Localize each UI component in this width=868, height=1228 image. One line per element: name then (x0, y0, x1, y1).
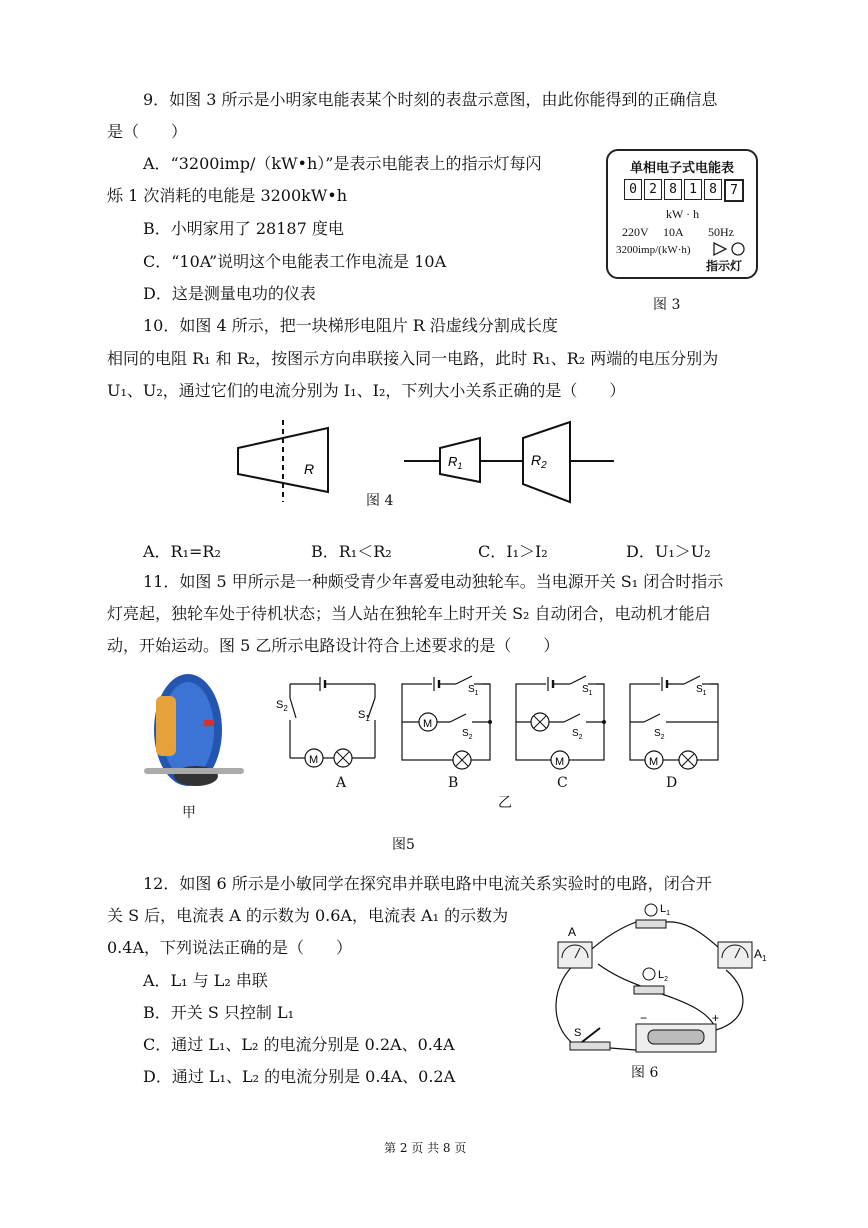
q9-option-d: D．这是测量电功的仪表 (143, 284, 316, 303)
q12-stem-line2: 关 S 后，电流表 A 的示数为 0.6A，电流表 A₁ 的示数为 (107, 906, 509, 925)
indicator-light-icon (712, 241, 752, 257)
energy-meter-figure (606, 149, 758, 279)
svg-text:S2: $S_2$ (572, 728, 583, 741)
figure-6-circuit (540, 900, 780, 1062)
svg-text:L2: $L_2$ (658, 969, 669, 983)
page-footer: 第 2 页 共 8 页 (384, 1141, 467, 1155)
figure-5-caption: 图5 (392, 837, 415, 853)
figure-4-diagram (230, 418, 620, 504)
ammeter-a1-icon (718, 942, 752, 968)
circuit-label-a: A (336, 775, 347, 791)
meter-indicator-label: 指示灯 (706, 259, 743, 273)
figure-3-caption: 图 3 (653, 297, 681, 313)
svg-text:S: S (574, 1027, 582, 1039)
q12-option-d: D．通过 L₁、L₂ 的电流分别是 0.4A、0.2A (143, 1067, 456, 1086)
q12-stem-line3: 0.4A，下列说法正确的是（ ） (107, 938, 353, 957)
q10-option-b: B．R₁＜R₂ (311, 542, 392, 561)
svg-text:M: M (649, 756, 659, 768)
q9-option-c: C．“10A”说明这个电能表工作电流是 10A (143, 252, 447, 271)
meter-frequency: 50Hz (708, 225, 734, 239)
meter-digit: 1 (684, 179, 702, 200)
svg-text:+: + (712, 1011, 720, 1025)
figure-4-caption: 图 4 (366, 493, 394, 509)
svg-text:S2: $S_2$ (654, 728, 665, 741)
circuit-label-b: B (448, 775, 459, 791)
q12-stem-line1: 12．如图 6 所示是小敏同学在探究串并联电路中电流关系实验时的电路，闭合开 (143, 874, 712, 893)
meter-digit: 8 (704, 179, 722, 200)
svg-text:−: − (640, 1011, 648, 1025)
q12-option-c: C．通过 L₁、L₂ 的电流分别是 0.2A、0.4A (143, 1035, 455, 1054)
q9-stem-line1: 9．如图 3 所示是小明家电能表某个时刻的表盘示意图，由此你能得到的正确信息 (143, 90, 718, 109)
meter-digits (624, 179, 746, 202)
q9-option-a-line2: 烁 1 次消耗的电能是 3200kW•h (107, 186, 348, 205)
svg-text:S2: $S_2$ (462, 728, 473, 741)
meter-unit: kW · h (666, 207, 700, 221)
figure-5-circuits (270, 670, 730, 790)
q12-option-a: A．L₁ 与 L₂ 串联 (143, 971, 268, 990)
q10-option-a: A．R₁=R₂ (143, 542, 221, 561)
circuit-d (630, 676, 718, 769)
svg-text:A: A (568, 925, 577, 939)
meter-digit: 8 (664, 179, 682, 200)
meter-digit: 7 (724, 179, 744, 202)
q10-option-c: C．I₁＞I₂ (478, 542, 548, 561)
meter-title: 单相电子式电能表 (629, 161, 734, 176)
svg-text:S2: $S_2$ (276, 699, 288, 713)
meter-voltage: 220V (622, 225, 649, 239)
label-yi: 乙 (498, 795, 512, 811)
ammeter-a-icon (558, 942, 592, 968)
q11-stem-line2: 灯亮起，独轮车处于待机状态；当人站在独轮车上时开关 S₂ 自动闭合，电动机才能启 (107, 604, 711, 623)
svg-text:M: M (555, 756, 565, 768)
circuit-a (276, 677, 375, 767)
label-jia: 甲 (182, 805, 196, 821)
svg-text:S1: $S_1$ (468, 684, 479, 697)
circuit-b (402, 676, 492, 769)
q9-stem-line2: 是（ ） (107, 122, 188, 141)
q9-option-b: B．小明家用了 28187 度电 (143, 219, 344, 238)
circuit-label-c: C (557, 775, 568, 791)
q10-option-d: D．U₁＞U₂ (626, 542, 711, 561)
label-r2: $R_2$ (531, 452, 547, 471)
battery-icon (636, 1024, 716, 1052)
svg-text:S1: $S_1$ (696, 684, 707, 697)
q11-stem-line1: 11．如图 5 甲所示是一种颇受青少年喜爱电动独轮车。当电源开关 S₁ 闭合时指示 (143, 572, 724, 591)
q10-stem-line1: 10．如图 4 所示，把一块梯形电阻片 R 沿虚线分割成长度 (143, 316, 558, 335)
q10-stem-line2: 相同的电阻 R₁ 和 R₂，按图示方向串联接入同一电路，此时 R₁、R₂ 两端的电压分别为 (107, 349, 719, 368)
meter-imp-constant: 3200imp/(kW·h) (616, 244, 691, 256)
svg-text:A1: $A_1$ (754, 947, 767, 963)
meter-digit: 0 (624, 179, 642, 200)
q12-option-b: B．开关 S 只控制 L₁ (143, 1003, 295, 1022)
unicycle-image (140, 668, 245, 793)
circuit-label-d: D (666, 775, 678, 791)
svg-text:M: M (423, 718, 433, 730)
meter-current: 10A (663, 225, 684, 239)
label-r: R (304, 461, 315, 477)
q11-stem-line3: 动，开始运动。图 5 乙所示电路设计符合上述要求的是（ ） (107, 636, 560, 655)
svg-text:S1: $S_1$ (358, 709, 370, 723)
label-r1: $R_1$ (448, 454, 463, 471)
svg-text:S1: $S_1$ (582, 684, 593, 697)
meter-digit: 2 (644, 179, 662, 200)
q10-stem-line3: U₁、U₂，通过它们的电流分别为 I₁、I₂，下列大小关系正确的是（ ） (107, 381, 626, 400)
q9-option-a-line1: A．“3200imp/（kW•h）”是表示电能表上的指示灯每闪 (143, 154, 542, 173)
resistor-r1 (440, 438, 480, 482)
figure-6-caption: 图 6 (631, 1065, 659, 1081)
circuit-c (516, 676, 606, 769)
svg-text:M: M (309, 754, 319, 766)
svg-text:L1: $L_1$ (660, 903, 671, 917)
